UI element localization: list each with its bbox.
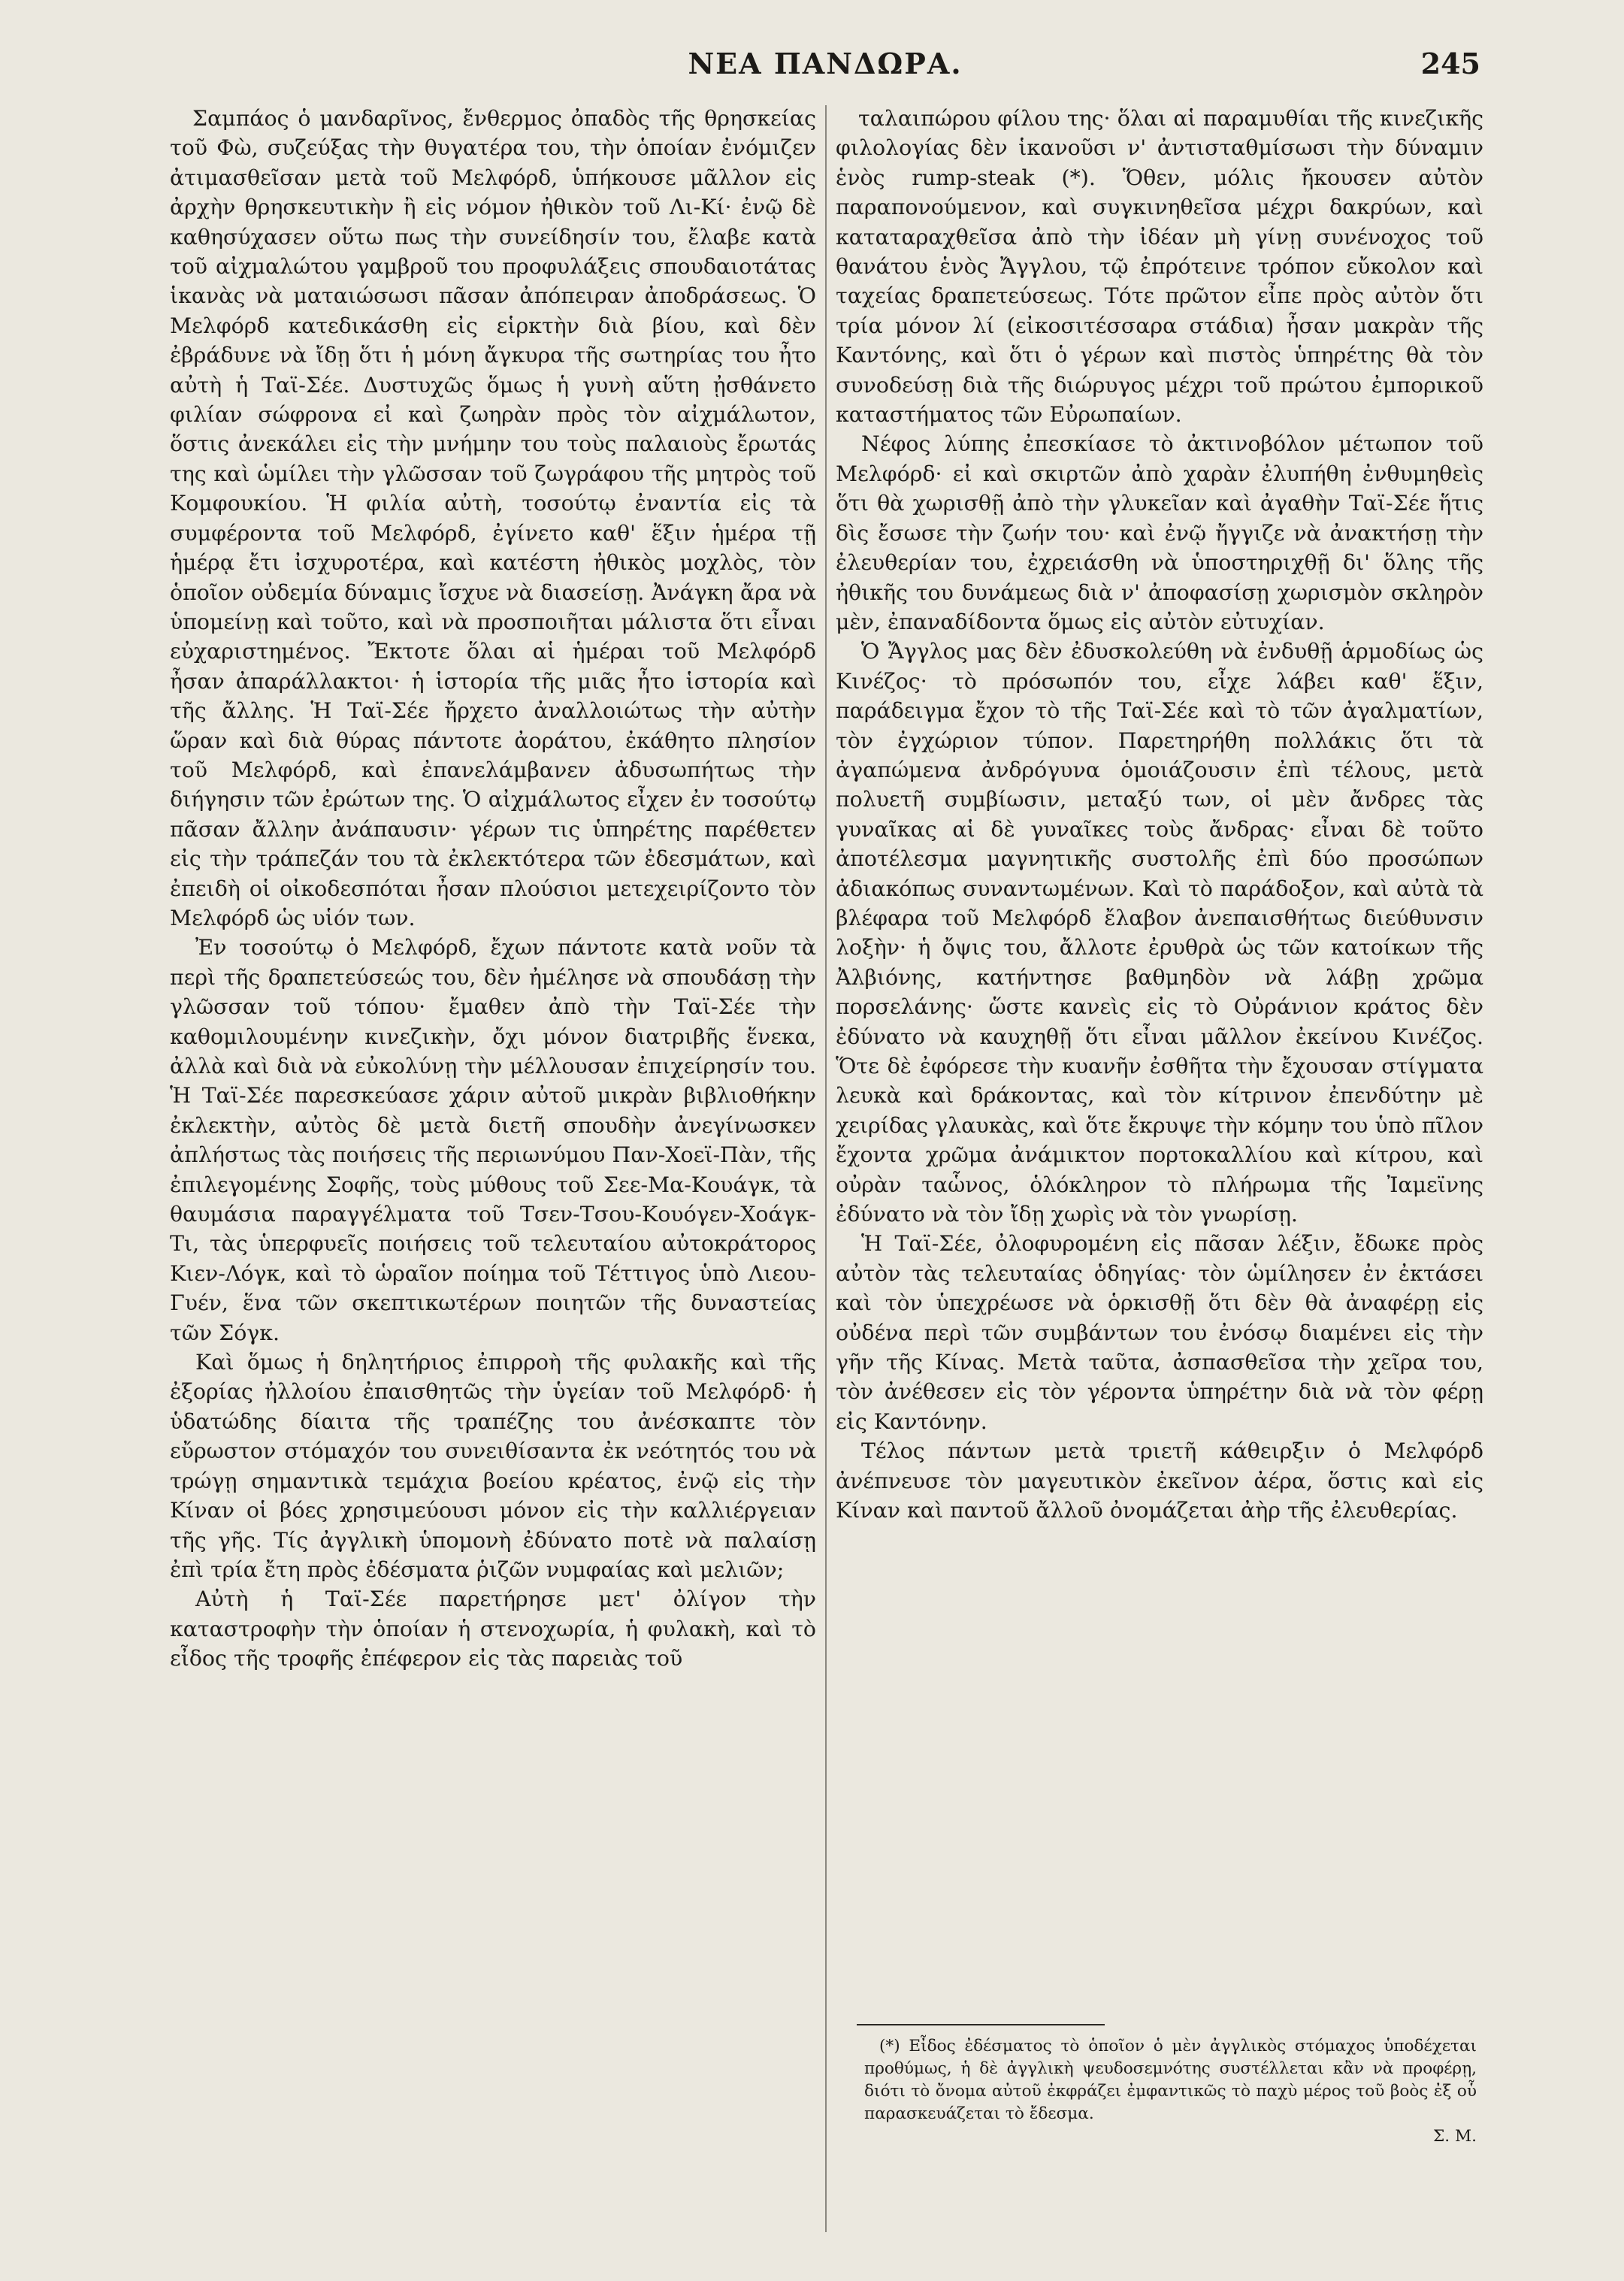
right-column [836,104,1483,1998]
right-paragraph-2: Νέφος λύπης ἐπεσκίασε τὸ ἀκτινοβόλον μέτωπον τοῦ Μελφόρδ· εἰ καὶ σκιρτῶν ἀπὸ χαρὰν ἐλυπήθη ἐνθυμηθεὶς ὅτι θὰ χωρισθῇ ἀπὸ τὴν γλυκεῖαν καὶ ἀγαθὴν Ταϊ-Σέε ἥτις δὶς ἔσωσε τὴν ζωήν του· καὶ ἐνῷ ἤγγιζε νὰ ἀνακτήσῃ τὴν ἐλευθερίαν του, ἐχρειάσθη νὰ ὑποστηριχθῇ δι' ὅλης τῆς ἠθικῆς του δυνάμεως διὰ ν' ἀποφασίσῃ χωρισμὸν σκληρὸν μὲν, ἐπαναδίδοντα ὅμως εἰς αὐτὸν εὐτυχίαν. [836,431,1483,634]
running-title: ΝΕΑ ΠΑΝΔΩΡΑ. [688,47,963,80]
footnote-reference: (*). [1061,165,1096,190]
right-paragraph-4: Ἡ Ταϊ-Σέε, ὀλοφυρομένη εἰς πᾶσαν λέξιν, ἔδωκε πρὸς αὐτὸν τὰς τελευταίας ὁδηγίας· τὸν ὡμίλησεν ἐν ἐκτάσει καὶ τὸν ὑπεχρέωσε νὰ ὁρκισθῇ ὅτι δὲν θὰ ἀναφέρῃ εἰς οὐδένα περὶ τῶν συμβάντων του ἐνόσῳ διαμένει εἰς τὴν γῆν τῆς Κίνας. Μετὰ ταῦτα, ἀσπασθεῖσα τὴν χεῖρα του, τὸν ἀνέθεσεν εἰς τὸν γέροντα ὑπηρέτην διὰ νὰ τὸν φέρῃ εἰς Καντόνην. [836,1231,1483,1434]
page-number: 245 [1420,47,1480,80]
footnote-block [864,2035,1477,2146]
left-paragraph-3: Καὶ ὅμως ἡ δηλητήριος ἐπιρροὴ τῆς φυλακῆς καὶ τῆς ἐξορίας ἠλλοίου ἐπαισθητῶς τὴν ὑγείαν τοῦ Μελφόρδ· ἡ ὑδατώδης δίαιτα τῆς τραπέζης του ἀνέσκαπτε τὸν εὔρωστον στόμαχόν του συνειθίσαντα ἐκ νεότητός του νὰ τρώγῃ σημαντικὰ τεμάχια βοείου κρέατος, ἐνῷ εἰς τὴν Κίναν οἱ βόες χρησιμεύουσι μόνον εἰς τὴν καλλιέργειαν τῆς γῆς. Τίς ἀγγλικὴ ὑπομονὴ ἐδύνατο ποτὲ νὰ παλαίσῃ ἐπὶ τρία ἔτη πρὸς ἐδέσματα ῥιζῶν νυμφαίας καὶ μελιῶν; [170,1350,816,1582]
right-paragraph-1 [836,104,1483,429]
right-paragraph-3: Ὁ Ἄγγλος μας δὲν ἐδυσκολεύθη νὰ ἐνδυθῇ ἁρμοδίως ὡς Κινέζος· τὸ πρόσωπόν του, εἶχε λάβει καθ' ἕξιν, παράδειγμα ἔχον τὸ τῆς Ταϊ-Σέε καὶ τὸ τῶν ἀγαλματίων, τὸν ἐγχώριον τύπον. Παρετηρήθη πολλάκις ὅτι τὰ ἀγαπώμενα ἀνδρόγυνα ὁμοιάζουσιν ἐπὶ τέλους, μετὰ πολυετῆ συμβίωσιν, μεταξύ των, οἱ μὲν ἄνδρες τὰς γυναῖκας αἱ δὲ γυναῖκες τοὺς ἄνδρας· εἶναι δὲ τοῦτο ἀποτέλεσμα μαγνητικῆς συστολῆς ἐπὶ δύο προσώπων ἀδιακόπως συναντωμένων. Καὶ τὸ παράδοξον, καὶ αὐτὰ τὰ βλέφαρα τοῦ Μελφόρδ ἔλαβον ἀνεπαισθήτως διεύθυνσιν λοξὴν· ἡ ὄψις του, ἄλλοτε ἐρυθρὰ ὡς τῶν κατοίκων τῆς Ἀλβιόνης, κατήντησε βαθμηδὸν νὰ λάβῃ χρῶμα πορσελάνης· ὥστε κανεὶς εἰς τὸ Οὐράνιον κράτος δὲν ἐδύνατο νὰ καυχηθῇ ὅτι εἶναι μᾶλλον ἐκείνου Κινέζος. Ὅτε δὲ ἐφόρεσε τὴν κυανῆν ἐσθῆτα τὴν ἔχουσαν στίγματα λευκὰ καὶ δράκοντας, καὶ τὸν κίτρινον ἐπενδύτην μὲ χειρίδας γλαυκὰς, καὶ ὅτε ἔκρυψε τὴν κόμην του ὑπὸ πῖλον ἔχοντα χρῶμα ἀνάμικτον πορτοκαλλίου καὶ κίτρου, καὶ οὐρὰν ταὧνος, ὁλόκληρον τὸ πλήρωμα τῆς Ἰαμεϊνης ἐδύνατο νὰ τὸν ἴδῃ χωρὶς νὰ τὸν γνωρίσῃ. [836,639,1483,1227]
author-signature: Σ. Μ. [1433,2127,1477,2146]
right-paragraph-1-text: ταλαιπώρου φίλου της· ὅλαι αἱ παραμυθίαι τῆς κινεζικῆς φιλολογίας δὲν ἱκανοῦσι ν' ἀντισταθμίσωσι τὴν δύναμιν ἑνὸς rump-steak [836,106,1483,190]
left-column [170,104,816,2238]
left-paragraph-2: Ἐν τοσούτῳ ὁ Μελφόρδ, ἔχων πάντοτε κατὰ νοῦν τὰ περὶ τῆς δραπετεύσεώς του, δὲν ἠμέλησε νὰ σπουδάσῃ τὴν γλῶσσαν τοῦ τόπου· ἔμαθεν ἀπὸ τὴν Ταϊ-Σέε τὴν καθομιλουμένην κινεζικὴν, ὄχι μόνον διατριβῆς ἕνεκα, ἀλλὰ καὶ διὰ νὰ εὐκολύνῃ τὴν μέλλουσαν ἐπιχείρησίν του. Ἡ Ταϊ-Σέε παρεσκεύασε χάριν αὐτοῦ μικρὰν βιβλιοθήκην ἐκλεκτὴν, αὐτὸς δὲ μετὰ διετῆ σπουδὴν ἀνεγίνωσκεν ἀπλήστως τὰς ποιήσεις τῆς περιωνύμου Παν-Χοεϊ-Πὰν, τῆς ἐπιλεγομένης Σοφῆς, τοὺς μύθους τοῦ Σεε-Μα-Κουάγκ, τὰ θαυμάσια παραγγέλματα τοῦ Τσεν-Τσου-Κουόγεν-Χοάγκ-Τι, τὰς ὑπερφυεῖς ποιήσεις τοῦ τελευταίου αὐτοκράτορος Κιεν-Λόγκ, καὶ τὸ ὡραῖον ποίημα τοῦ Τέττιγος ὑπὸ Λιεου-Γυέν, ἕνα τῶν σκεπτικωτέρων ποιητῶν τῆς δυναστείας τῶν Σόγκ. [170,935,816,1345]
right-paragraph-5: Τέλος πάντων μετὰ τριετῆ κάθειρξιν ὁ Μελφόρδ ἀνέπνευσε τὸν μαγευτικὸν ἐκεῖνον ἀέρα, ὅστις καὶ εἰς Κίναν καὶ παντοῦ ἄλλοῦ ὀνομάζεται ἀὴρ τῆς ἐλευθερίας. [836,1438,1483,1523]
left-paragraph-1: Σαμπάος ὁ μανδαρῖνος, ἔνθερμος ὀπαδὸς τῆς θρησκείας τοῦ Φὼ, συζεύξας τὴν θυγατέρα του, τὴν ὁποίαν ἐνόμιζεν ἀτιμασθεῖσαν μετὰ τοῦ Μελφόρδ, ὑπήκουσε μᾶλλον εἰς ἀρχὴν θρησκευτικὴν ἢ εἰς νόμον ἠθικὸν τοῦ Λι-Κί· ἐνῷ δὲ καθησύχασεν οὕτω πως τὴν συνείδησίν του, ἔλαβε κατὰ τοῦ αἰχμαλώτου γαμβροῦ του προφυλάξεις σπουδαιοτάτας ἱκανὰς νὰ ματαιώσωσι πᾶσαν ἀπόπειραν ἀποδράσεως. Ὁ Μελφόρδ κατεδικάσθη εἰς εἱρκτὴν διὰ βίου, καὶ δὲν ἐβράδυνε νὰ ἴδῃ ὅτι ἡ μόνη ἄγκυρα τῆς σωτηρίας του ἦτο αὐτὴ ἡ Ταϊ-Σέε. Δυστυχῶς ὅμως ἡ γυνὴ αὕτη ᾐσθάνετο φιλίαν σώφρονα εἰ καὶ ζωηρὰν πρὸς τὸν αἰχμάλωτον, ὅστις ἀνεκάλει εἰς τὴν μνήμην του τοὺς παλαιοὺς ἔρωτάς της καὶ ὡμίλει τὴν γλῶσσαν τοῦ ζωγράφου τῆς μητρὸς τοῦ Κομφουκίου. Ἡ φιλία αὐτὴ, τοσούτῳ ἐναντία εἰς τὰ συμφέροντα τοῦ Μελφόρδ, ἐγίνετο καθ' ἕξιν ἡμέρα τῇ ἡμέρᾳ ἔτι ἰσχυροτέρα, καὶ κατέστη ἠθικὸς μοχλὸς, τὸν ὁποῖον οὐδεμία δύναμις ἴσχυε νὰ διασείσῃ. Ἀνάγκη ἄρα νὰ ὑπομείνῃ καὶ τοῦτο, καὶ νὰ προσποιῆται μάλιστα ὅτι εἶναι εὐχαριστημένος. Ἔκτοτε ὅλαι αἱ ἡμέραι τοῦ Μελφόρδ ἦσαν ἀπαράλλακτοι· ἡ ἱστορία τῆς μιᾶς ἦτο ἱστορία καὶ τῆς ἄλλης. Ἡ Ταϊ-Σέε ἤρχετο ἀναλλοιώτως τὴν αὐτὴν ὥραν καὶ διὰ θύρας πάντοτε ἀοράτου, ἐκάθητο πλησίον τοῦ Μελφόρδ, καὶ ἐπανελάμβανεν ἀδυσωπήτως τὴν διήγησιν τῶν ἐρώτων της. Ὁ αἰχμάλωτος εἶχεν ἐν τοσούτῳ πᾶσαν ἄλλην ἀνάπαυσιν· γέρων τις ὑπηρέτης παρέθετεν εἰς τὴν τράπεζάν του τὰ ἐκλεκτότερα τῶν ἐδεσμάτων, καὶ ἐπειδὴ οἱ οἰκοδεσπόται ἦσαν πλούσιοι μετεχειρίζοντο τὸν Μελφόρδ ὡς υἱόν των. [170,106,816,930]
left-paragraph-4: Αὐτὴ ἡ Ταϊ-Σέε παρετήρησε μετ' ὀλίγον τὴν καταστροφὴν τὴν ὁποίαν ἡ στενοχωρία, ἡ φυλακὴ, καὶ τὸ εἶδος τῆς τροφῆς ἐπέφερον εἰς τὰς παρειὰς τοῦ [170,1587,816,1671]
right-paragraph-1-continued: Ὅθεν, μόλις ἤκουσεν αὐτὸν παραπονούμενον, καὶ συγκινηθεῖσα μέχρι δακρύων, καὶ καταταραχθεῖσα ἀπὸ τὴν ἰδέαν μὴ γίνῃ συνένοχος τοῦ θανάτου ἑνὸς Ἄγγλου, τῷ ἐπρότεινε τρόπον εὔκολον καὶ ταχείας δραπετεύσεως. Τότε πρῶτον εἶπε πρὸς αὐτὸν ὅτι τρία μόνον λί (εἰκοσιτέσσαρα στάδια) ἦσαν μακρὰν τῆς Καντόνης, καὶ ὅτι ὁ γέρων καὶ πιστὸς ὑπηρέτης θὰ τὸν συνοδεύσῃ διὰ τῆς διώρυγος μέχρι τοῦ πρώτου ἐμπορικοῦ καταστήματος τῶν Εὐρωπαίων. [836,165,1483,428]
footnote-text: (*) Εἶδος ἐδέσματος τὸ ὁποῖον ὁ μὲν ἀγγλικὸς στόμαχος ὑποδέχεται προθύμως, ἡ δὲ ἀγγλικὴ ψευδοσεμνότης συστέλλεται κἂν νὰ προφέρῃ, διότι τὸ ὄνομα αὐτοῦ ἐκφράζει ἐμφαντικῶς τὸ παχὺ μέρος τοῦ βοὸς ἐξ οὗ παρασκευάζεται τὸ ἔδεσμα. [864,2037,1477,2123]
column-divider [825,105,827,2232]
footnote-separator [857,2024,1105,2025]
page-header [170,47,1480,92]
